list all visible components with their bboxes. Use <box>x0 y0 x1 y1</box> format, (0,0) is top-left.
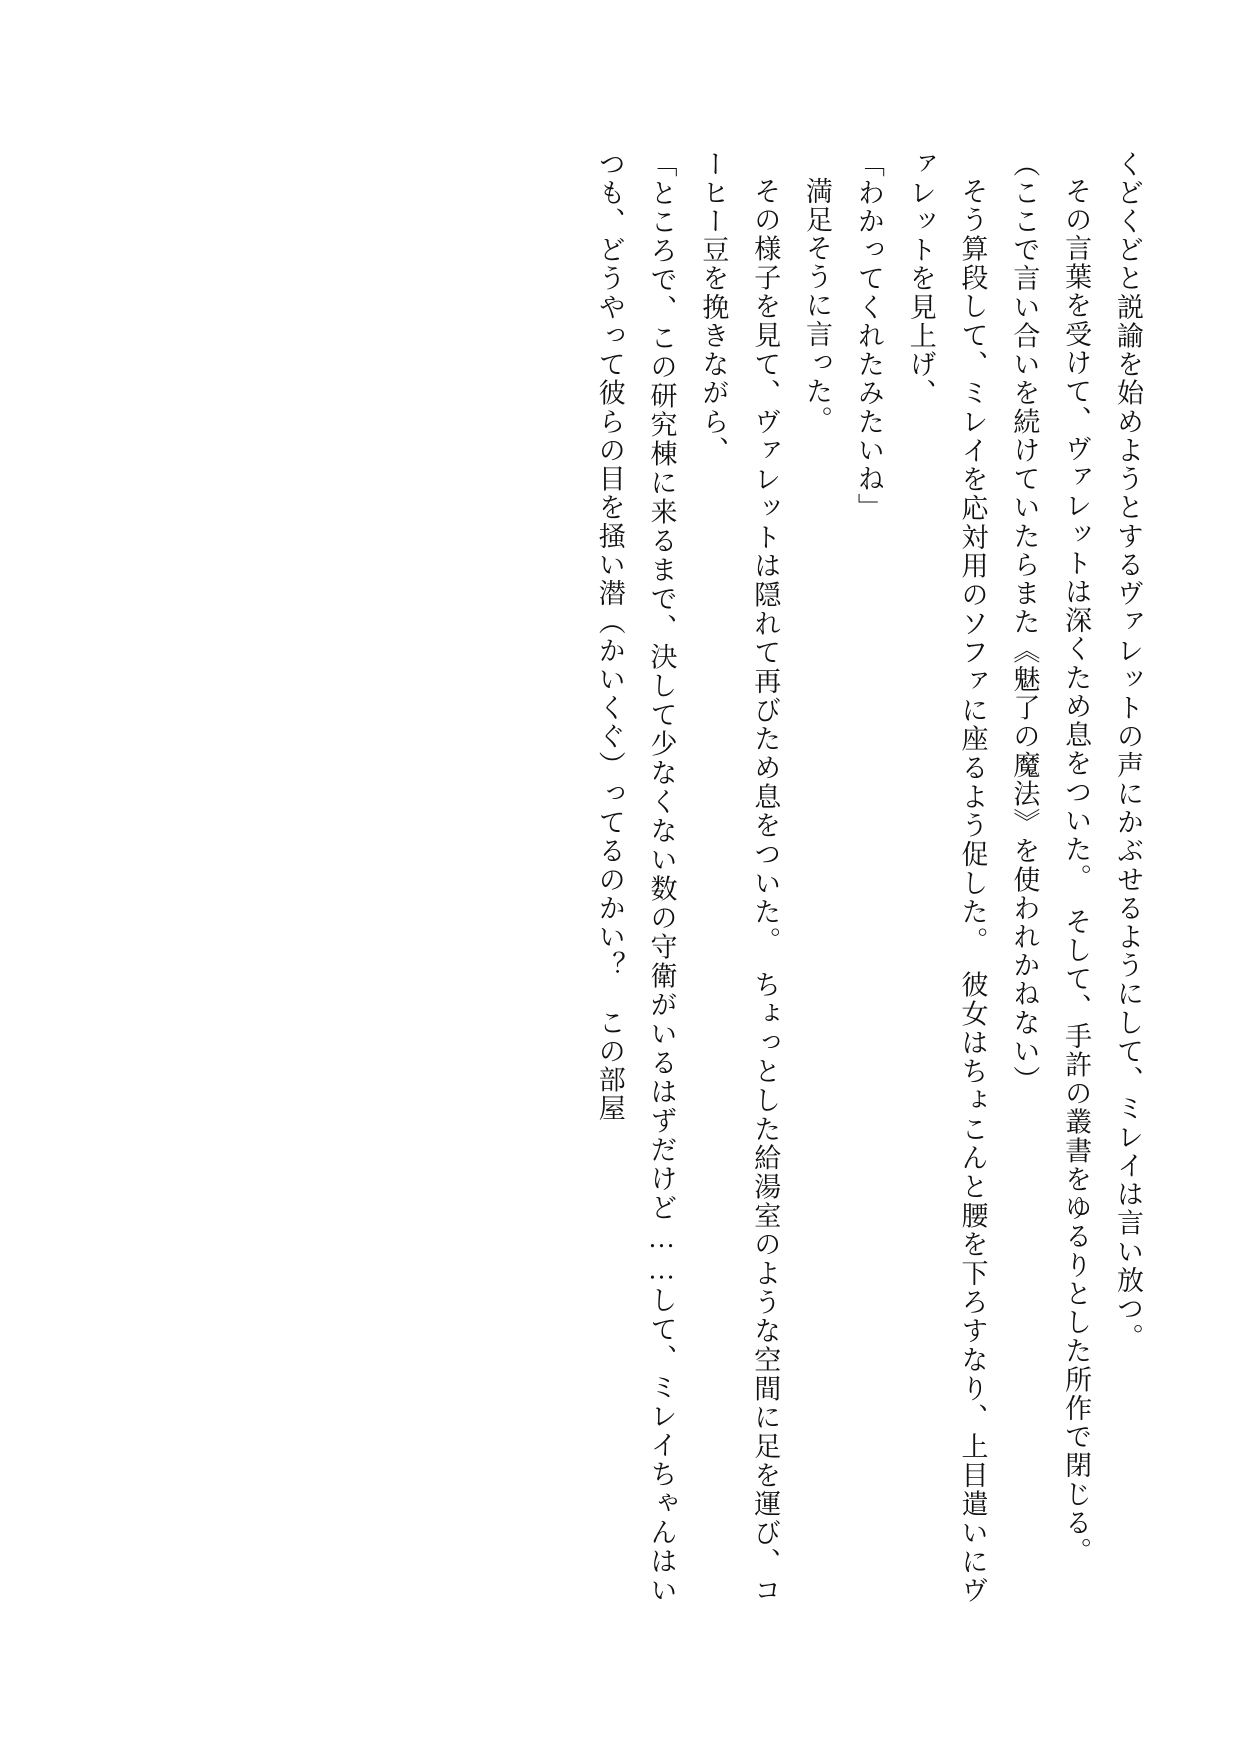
paragraph: くどくどと説諭を始めようとするヴァレットの声にかぶせるようにして、ミレイは言い放つ。 <box>1113 150 1143 1353</box>
paragraph: その様子を見て、ヴァレットは隠れて再びため息をついた。 ちょっとした給湯室のような空間に足を運び、コーヒー豆を挽きながら、 <box>698 150 781 1605</box>
paragraph: その言葉を受けて、ヴァレットは深くため息をついた。 そして、手許の叢書をゆるりとした所作で閉じる。 <box>1061 177 1092 1566</box>
paragraph: 満足そうに言った。 <box>802 177 833 435</box>
paragraph: 「ところで、この研究棟に来るまで、決して少なくない数の守衛がいるはずだけど……して、ミレイちゃんはいつも、どうやって彼らの目を掻い潜（かいくぐ）ってるのかい？ この部屋 <box>594 150 677 1605</box>
paragraph: そう算段して、ミレイを応対用のソファに座るよう促した。 彼女はちょこんと腰を下ろすなり、上目遣いにヴァレットを見上げ、 <box>905 150 988 1605</box>
vertical-text-body <box>88 150 1153 1605</box>
paragraph: 「わかってくれたみたいね」 <box>853 150 884 523</box>
paragraph: （ここで言い合いを続けていたらまた《魅了の魔法》を使われかねない） <box>1009 150 1040 1095</box>
